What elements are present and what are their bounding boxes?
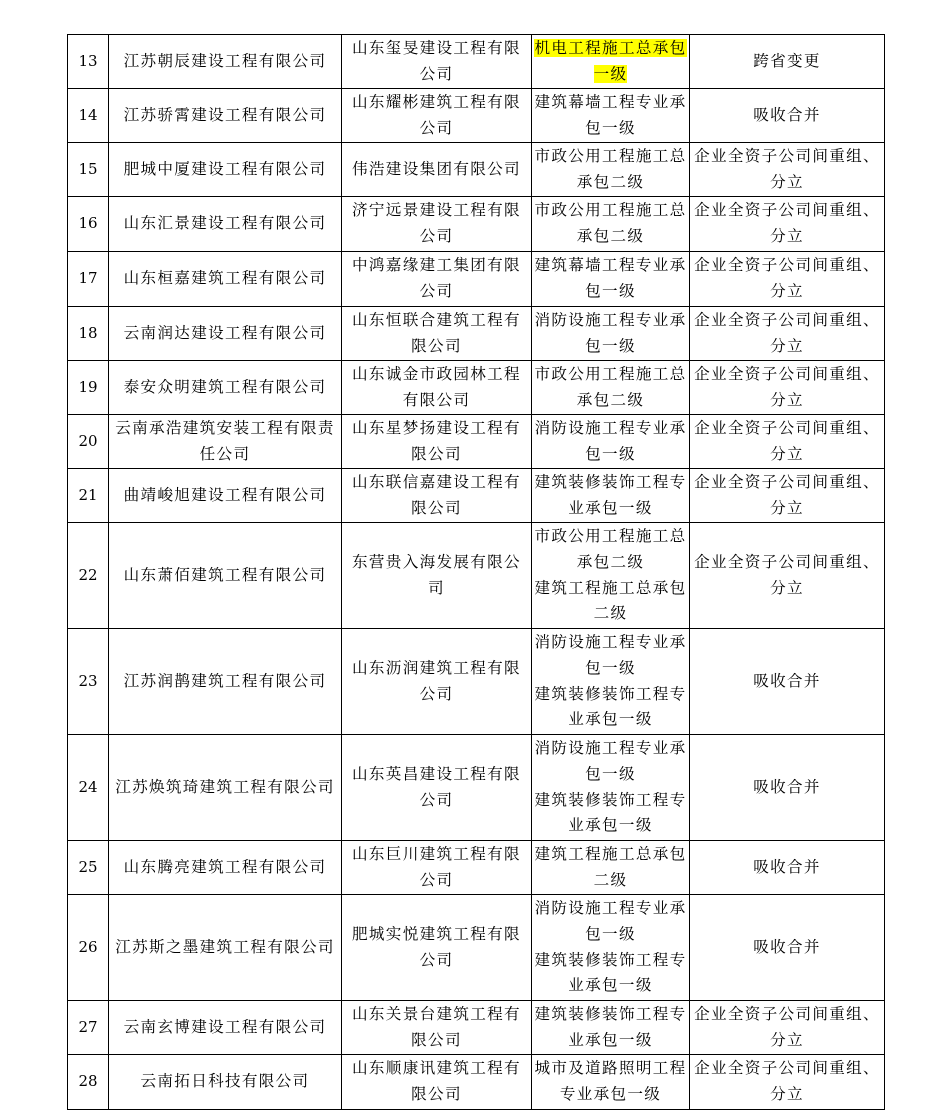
transferor-company-cell (109, 1055, 342, 1110)
transferee-company-cell (342, 523, 532, 629)
qualification-item (534, 524, 687, 576)
qualification-text: 城市及道路照明工程专业承包一级 (534, 1059, 687, 1103)
table-row (68, 1055, 885, 1110)
transferee-company-cell (342, 197, 532, 252)
transfer-method-cell (690, 841, 885, 895)
row-number: 22 (78, 565, 98, 584)
table-row (68, 143, 885, 197)
qualification-item (534, 253, 687, 305)
cell-text: 吸收合并 (753, 105, 821, 124)
qualification-text: 市政公用工程施工总承包二级 (534, 526, 687, 571)
qualification-text: 建筑幕墙工程专业承包一级 (534, 92, 687, 137)
cell-text: 企业全资子公司间重组、分立 (694, 418, 880, 463)
row-number: 20 (78, 431, 98, 450)
row-number: 15 (78, 159, 98, 178)
transfer-method-cell (690, 1001, 885, 1055)
qualification-item (534, 630, 687, 682)
row-number: 17 (78, 269, 98, 288)
row-number: 21 (78, 485, 98, 504)
qualification-cell (532, 895, 690, 1001)
row-number-cell (68, 841, 109, 895)
cell-text: 企业全资子公司间重组、分立 (694, 1004, 880, 1049)
transferor-company-cell (109, 307, 342, 361)
cell-text: 中鸿嘉缘建工集团有限公司 (352, 256, 521, 300)
row-number-cell (68, 1055, 109, 1110)
cell-text: 云南玄博建设工程有限公司 (123, 1017, 327, 1036)
cell-text: 企业全资子公司间重组、分立 (694, 256, 880, 300)
transfer-method-cell (690, 469, 885, 523)
table-row (68, 35, 885, 89)
cell-text: 山东星梦扬建设工程有限公司 (352, 418, 521, 463)
qualification-item (534, 576, 687, 628)
cell-text: 吸收合并 (753, 777, 821, 796)
table-row (68, 735, 885, 841)
cell-text: 山东汇景建设工程有限公司 (123, 214, 327, 233)
row-number: 28 (78, 1072, 98, 1091)
cell-text: 山东顺康讯建筑工程有限公司 (352, 1059, 521, 1103)
qualification-item (534, 144, 687, 196)
row-number: 14 (78, 105, 98, 124)
transferee-company-cell (342, 415, 532, 469)
transferee-company-cell (342, 143, 532, 197)
qualification-cell (532, 415, 690, 469)
cell-text: 肥城中厦建设工程有限公司 (123, 159, 327, 178)
transferee-company-cell (342, 841, 532, 895)
qualification-cell (532, 735, 690, 841)
cell-text: 山东萧佰建筑工程有限公司 (123, 565, 327, 584)
table-row (68, 469, 885, 523)
transferee-company-cell (342, 735, 532, 841)
table-row (68, 361, 885, 415)
qualification-text: 建筑工程施工总承包二级 (534, 844, 687, 889)
transferor-company-cell (109, 197, 342, 252)
cell-text: 山东沥润建筑工程有限公司 (352, 658, 521, 703)
transferor-company-cell (109, 415, 342, 469)
transfer-method-cell (690, 35, 885, 89)
transferee-company-cell (342, 252, 532, 307)
row-number-cell (68, 89, 109, 143)
qualification-cell (532, 252, 690, 307)
qualification-item (534, 1002, 687, 1054)
table-row (68, 197, 885, 252)
transferee-company-cell (342, 361, 532, 415)
qualification-item (534, 36, 687, 88)
qualification-cell (532, 629, 690, 735)
qualification-text: 消防设施工程专业承包一级 (534, 310, 687, 355)
cell-text: 企业全资子公司间重组、分立 (694, 146, 880, 191)
qualification-text: 消防设施工程专业承包一级 (534, 418, 687, 463)
qualification-cell (532, 1055, 690, 1110)
transferee-company-cell (342, 89, 532, 143)
cell-text: 山东桓嘉建筑工程有限公司 (123, 269, 327, 288)
cell-text: 山东联信嘉建设工程有限公司 (352, 472, 521, 517)
table-row (68, 307, 885, 361)
transfer-method-cell (690, 361, 885, 415)
qualification-text: 建筑装修装饰工程专业承包一级 (534, 684, 687, 729)
cell-text: 伟浩建设集团有限公司 (352, 159, 521, 178)
transfer-method-cell (690, 143, 885, 197)
transferee-company-cell (342, 1001, 532, 1055)
cell-text: 江苏斯之墨建筑工程有限公司 (115, 937, 335, 956)
transferor-company-cell (109, 469, 342, 523)
qualification-text: 建筑工程施工总承包二级 (534, 578, 687, 623)
qualification-cell (532, 307, 690, 361)
transferee-company-cell (342, 307, 532, 361)
row-number: 26 (78, 937, 98, 956)
row-number-cell (68, 735, 109, 841)
cell-text: 山东巨川建筑工程有限公司 (352, 844, 521, 889)
table-row (68, 252, 885, 307)
qualification-item (534, 198, 687, 250)
row-number-cell (68, 143, 109, 197)
qualification-cell (532, 35, 690, 89)
qualification-text: 建筑装修装饰工程专业承包一级 (534, 472, 687, 517)
cell-text: 山东玺旻建设工程有限公司 (352, 38, 521, 83)
cell-text: 山东恒联合建筑工程有限公司 (352, 310, 521, 355)
row-number-cell (68, 469, 109, 523)
qualification-text: 市政公用工程施工总承包二级 (534, 146, 687, 191)
qualification-cell (532, 523, 690, 629)
qualification-cell (532, 469, 690, 523)
transferor-company-cell (109, 361, 342, 415)
transfer-method-cell (690, 89, 885, 143)
qualification-text: 建筑装修装饰工程专业承包一级 (534, 790, 687, 835)
row-number: 25 (78, 857, 98, 876)
cell-text: 吸收合并 (753, 937, 821, 956)
cell-text: 云南拓日科技有限公司 (140, 1072, 310, 1091)
cell-text: 济宁远景建设工程有限公司 (352, 201, 521, 245)
cell-text: 跨省变更 (753, 51, 821, 70)
qualification-cell (532, 1001, 690, 1055)
qualification-item (534, 470, 687, 522)
transfer-method-cell (690, 307, 885, 361)
cell-text: 企业全资子公司间重组、分立 (694, 201, 880, 245)
transfer-method-cell (690, 252, 885, 307)
row-number-cell (68, 307, 109, 361)
qualification-cell (532, 361, 690, 415)
cell-text: 山东英昌建设工程有限公司 (352, 764, 521, 809)
row-number: 13 (78, 51, 98, 70)
row-number: 23 (78, 671, 98, 690)
cell-text: 企业全资子公司间重组、分立 (694, 472, 880, 517)
cell-text: 企业全资子公司间重组、分立 (694, 552, 880, 597)
transferor-company-cell (109, 523, 342, 629)
qualification-item (534, 416, 687, 468)
qualification-text: 消防设施工程专业承包一级 (534, 898, 687, 943)
transfer-method-cell (690, 523, 885, 629)
qualification-transfer-table (67, 34, 885, 1110)
table-row (68, 1001, 885, 1055)
transferor-company-cell (109, 35, 342, 89)
row-number-cell (68, 252, 109, 307)
table-row (68, 629, 885, 735)
row-number: 27 (78, 1017, 98, 1036)
row-number-cell (68, 629, 109, 735)
table-row (68, 895, 885, 1001)
row-number-cell (68, 415, 109, 469)
transferee-company-cell (342, 469, 532, 523)
transferee-company-cell (342, 895, 532, 1001)
cell-text: 吸收合并 (753, 671, 821, 690)
transferor-company-cell (109, 895, 342, 1001)
row-number-cell (68, 35, 109, 89)
qualification-item (534, 682, 687, 734)
qualification-item (534, 736, 687, 788)
transferor-company-cell (109, 735, 342, 841)
table-row (68, 523, 885, 629)
qualification-cell (532, 89, 690, 143)
qualification-cell (532, 143, 690, 197)
cell-text: 云南承浩建筑安装工程有限责任公司 (115, 418, 335, 463)
qualification-cell (532, 841, 690, 895)
transferee-company-cell (342, 35, 532, 89)
row-number: 18 (78, 323, 98, 342)
cell-text: 吸收合并 (753, 857, 821, 876)
transferor-company-cell (109, 1001, 342, 1055)
transferor-company-cell (109, 252, 342, 307)
transfer-method-cell (690, 415, 885, 469)
cell-text: 企业全资子公司间重组、分立 (694, 310, 880, 355)
qualification-item (534, 842, 687, 894)
qualification-item (534, 788, 687, 840)
cell-text: 肥城实悦建筑工程有限公司 (352, 924, 521, 969)
qualification-item (534, 948, 687, 1000)
cell-text: 山东关景台建筑工程有限公司 (352, 1004, 521, 1049)
table-row (68, 841, 885, 895)
qualification-text: 建筑幕墙工程专业承包一级 (534, 256, 687, 300)
cell-text: 江苏润鹊建筑工程有限公司 (123, 671, 327, 690)
transferee-company-cell (342, 1055, 532, 1110)
qualification-item (534, 90, 687, 142)
qualification-text: 建筑装修装饰工程专业承包一级 (534, 1004, 687, 1049)
qualification-item (534, 362, 687, 414)
cell-text: 江苏骄霄建设工程有限公司 (123, 105, 327, 124)
qualification-text: 机电工程施工总承包一级 (534, 38, 687, 83)
qualification-text: 消防设施工程专业承包一级 (534, 738, 687, 783)
qualification-item (534, 1056, 687, 1108)
transferor-company-cell (109, 89, 342, 143)
cell-text: 云南润达建设工程有限公司 (123, 323, 327, 342)
transferee-company-cell (342, 629, 532, 735)
cell-text: 企业全资子公司间重组、分立 (694, 1059, 880, 1103)
qualification-text: 市政公用工程施工总承包二级 (534, 201, 687, 245)
transfer-method-cell (690, 197, 885, 252)
transfer-method-cell (690, 735, 885, 841)
cell-text: 东营贵入海发展有限公司 (352, 552, 521, 597)
cell-text: 山东腾亮建筑工程有限公司 (123, 857, 327, 876)
cell-text: 企业全资子公司间重组、分立 (694, 364, 880, 409)
row-number-cell (68, 523, 109, 629)
row-number-cell (68, 197, 109, 252)
row-number-cell (68, 895, 109, 1001)
cell-text: 山东诚金市政园林工程有限公司 (352, 364, 521, 409)
qualification-text: 市政公用工程施工总承包二级 (534, 364, 687, 409)
qualification-text: 建筑装修装饰工程专业承包一级 (534, 950, 687, 995)
row-number: 24 (78, 777, 98, 796)
transfer-method-cell (690, 1055, 885, 1110)
table-row (68, 415, 885, 469)
transfer-method-cell (690, 629, 885, 735)
row-number: 19 (78, 377, 98, 396)
qualification-cell (532, 197, 690, 252)
cell-text: 山东耀彬建筑工程有限公司 (352, 92, 521, 137)
cell-text: 泰安众明建筑工程有限公司 (123, 377, 327, 396)
row-number-cell (68, 1001, 109, 1055)
transferor-company-cell (109, 629, 342, 735)
transfer-method-cell (690, 895, 885, 1001)
transferor-company-cell (109, 841, 342, 895)
qualification-item (534, 308, 687, 360)
qualification-item (534, 896, 687, 948)
qualification-text: 消防设施工程专业承包一级 (534, 632, 687, 677)
transferor-company-cell (109, 143, 342, 197)
cell-text: 曲靖峻旭建设工程有限公司 (123, 485, 327, 504)
cell-text: 江苏焕筑琦建筑工程有限公司 (115, 777, 335, 796)
row-number: 16 (78, 214, 98, 233)
table-row (68, 89, 885, 143)
cell-text: 江苏朝辰建设工程有限公司 (123, 51, 327, 70)
row-number-cell (68, 361, 109, 415)
